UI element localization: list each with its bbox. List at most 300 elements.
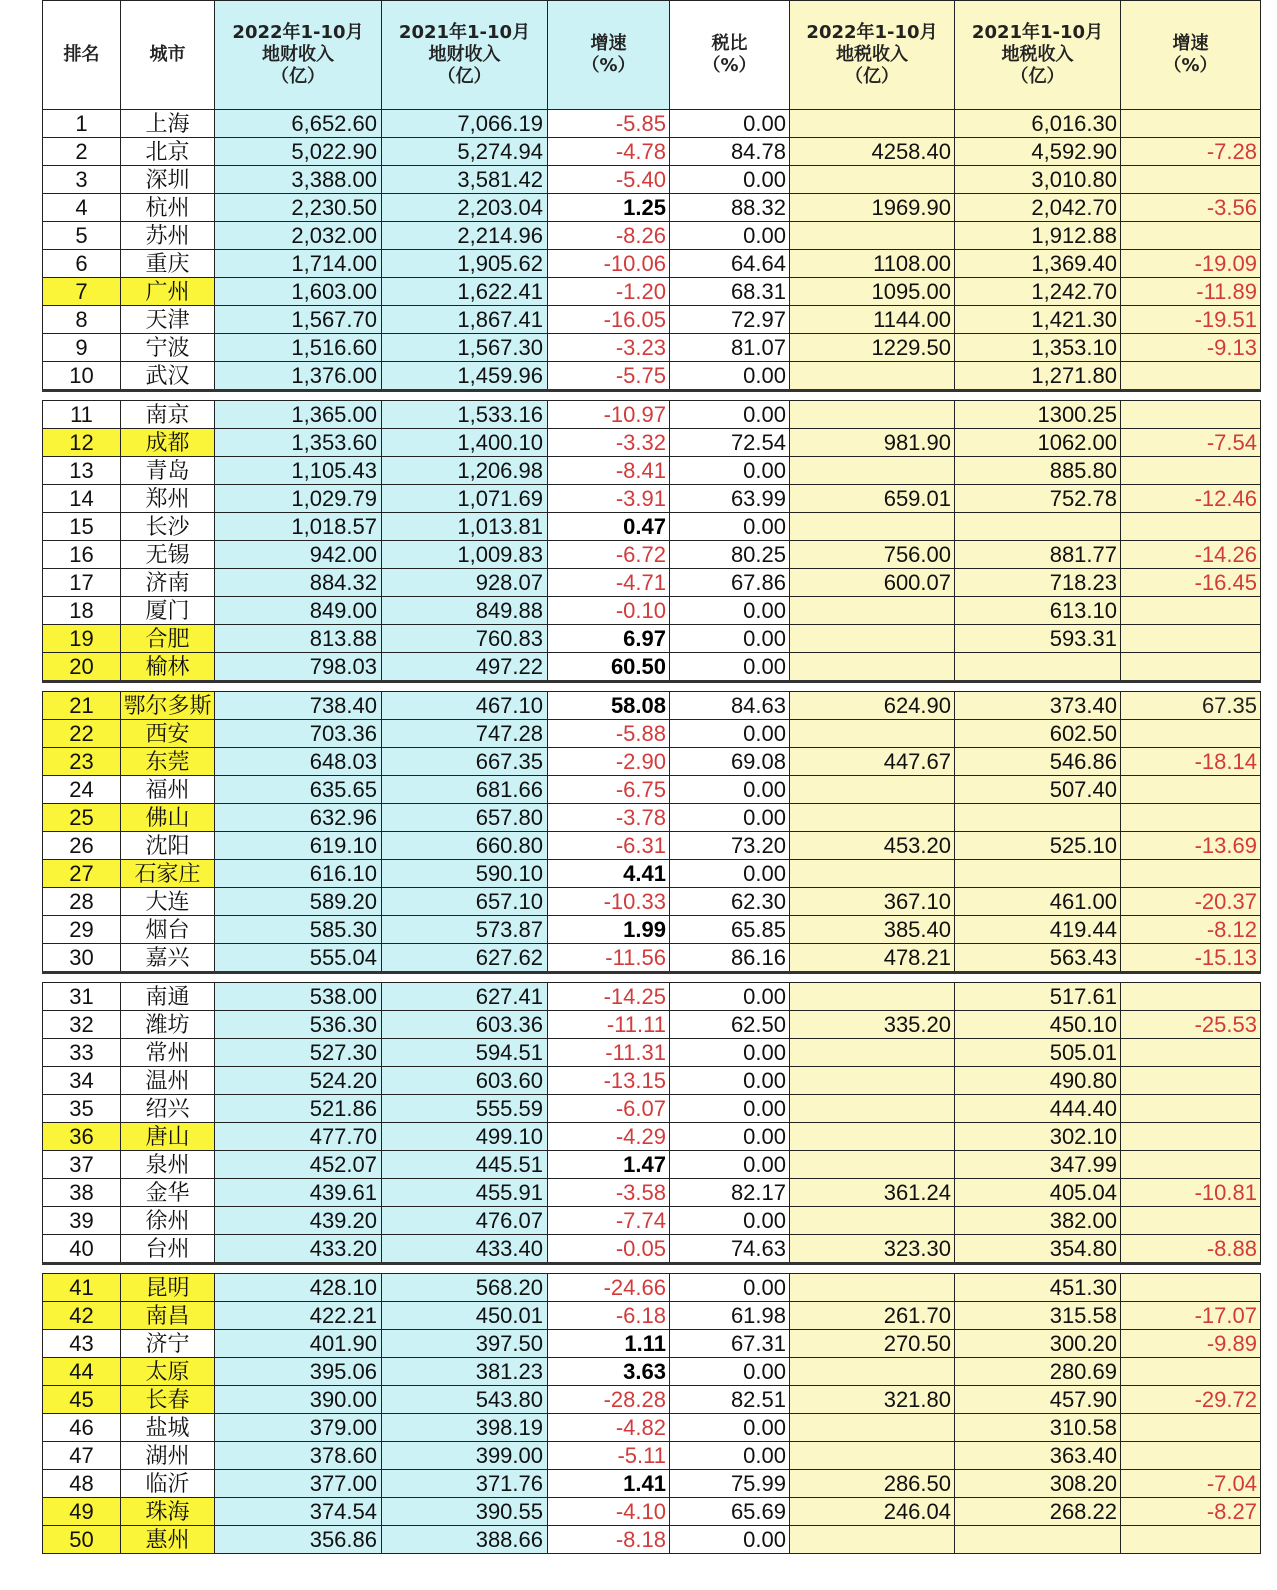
rank-cell: 43: [43, 1330, 121, 1358]
table-row: [43, 1151, 1261, 1179]
fin2021-cell: 627.41: [382, 983, 548, 1011]
tax2022-cell: [790, 1095, 955, 1123]
ratio-cell: 81.07: [670, 334, 790, 362]
tax2021-cell: 457.90: [955, 1386, 1121, 1414]
tax2021-cell: 6,016.30: [955, 110, 1121, 138]
table-row: [43, 429, 1261, 457]
tax2022-cell: [790, 653, 955, 682]
tax2021-cell: 505.01: [955, 1039, 1121, 1067]
ratio-cell: 84.78: [670, 138, 790, 166]
table-row: [43, 222, 1261, 250]
tax2022-cell: 1969.90: [790, 194, 955, 222]
tax-growth-cell: [1121, 1274, 1261, 1302]
growth-cell: -6.72: [548, 541, 670, 569]
tax2021-cell: 1300.25: [955, 401, 1121, 429]
tax2021-cell: 300.20: [955, 1330, 1121, 1358]
header-growth: [548, 1, 670, 110]
ratio-cell: 0.00: [670, 166, 790, 194]
growth-cell: 1.11: [548, 1330, 670, 1358]
rank-cell: 4: [43, 194, 121, 222]
tax2022-cell: 478.21: [790, 944, 955, 973]
fin2021-cell: 660.80: [382, 832, 548, 860]
rank-cell: 50: [43, 1526, 121, 1554]
tax-growth-cell: [1121, 720, 1261, 748]
city-cell: 厦门: [121, 597, 215, 625]
table-row: [43, 625, 1261, 653]
table-row: [43, 541, 1261, 569]
table-row: [43, 653, 1261, 682]
city-cell: 郑州: [121, 485, 215, 513]
table-row: [43, 457, 1261, 485]
tax2021-cell: [955, 653, 1121, 682]
tax2021-cell: 461.00: [955, 888, 1121, 916]
group-separator: [43, 391, 1261, 401]
ratio-cell: 0.00: [670, 513, 790, 541]
growth-cell: -24.66: [548, 1274, 670, 1302]
table-row: [43, 888, 1261, 916]
ratio-cell: 72.97: [670, 306, 790, 334]
ratio-cell: 74.63: [670, 1235, 790, 1264]
fin2021-cell: 397.50: [382, 1330, 548, 1358]
growth-cell: -11.11: [548, 1011, 670, 1039]
tax-growth-cell: -8.27: [1121, 1498, 1261, 1526]
rank-cell: 37: [43, 1151, 121, 1179]
tax2022-cell: [790, 513, 955, 541]
ratio-cell: 0.00: [670, 1039, 790, 1067]
growth-cell: -5.88: [548, 720, 670, 748]
ratio-cell: 0.00: [670, 860, 790, 888]
rank-cell: 25: [43, 804, 121, 832]
tax2022-cell: 335.20: [790, 1011, 955, 1039]
tax2021-cell: 490.80: [955, 1067, 1121, 1095]
tax2021-cell: 546.86: [955, 748, 1121, 776]
city-revenue-table: [42, 0, 1260, 1554]
fin2022-cell: 813.88: [215, 625, 382, 653]
ratio-cell: 0.00: [670, 1151, 790, 1179]
city-cell: 长春: [121, 1386, 215, 1414]
tax2021-cell: 718.23: [955, 569, 1121, 597]
table-row: [43, 944, 1261, 973]
tax2021-cell: [955, 804, 1121, 832]
city-cell: 南通: [121, 983, 215, 1011]
tax2022-cell: [790, 1526, 955, 1554]
tax2021-cell: 885.80: [955, 457, 1121, 485]
rank-cell: 26: [43, 832, 121, 860]
rank-cell: 47: [43, 1442, 121, 1470]
rank-cell: 21: [43, 692, 121, 720]
tax2021-cell: 752.78: [955, 485, 1121, 513]
fin2021-cell: 657.80: [382, 804, 548, 832]
city-cell: 烟台: [121, 916, 215, 944]
tax2022-cell: [790, 776, 955, 804]
fin2022-cell: 536.30: [215, 1011, 382, 1039]
tax2021-cell: 308.20: [955, 1470, 1121, 1498]
city-cell: 深圳: [121, 166, 215, 194]
ratio-cell: 0.00: [670, 362, 790, 391]
rank-cell: 41: [43, 1274, 121, 1302]
table-row: [43, 860, 1261, 888]
fin2021-cell: 928.07: [382, 569, 548, 597]
tax-growth-cell: [1121, 625, 1261, 653]
growth-cell: -4.78: [548, 138, 670, 166]
growth-cell: -4.10: [548, 1498, 670, 1526]
fin2022-cell: 538.00: [215, 983, 382, 1011]
tax-growth-cell: [1121, 513, 1261, 541]
fin2021-cell: 399.00: [382, 1442, 548, 1470]
rank-cell: 6: [43, 250, 121, 278]
growth-cell: 0.47: [548, 513, 670, 541]
ratio-cell: 82.17: [670, 1179, 790, 1207]
growth-cell: -2.90: [548, 748, 670, 776]
growth-cell: 1.25: [548, 194, 670, 222]
rank-cell: 20: [43, 653, 121, 682]
growth-cell: -8.26: [548, 222, 670, 250]
tax2021-cell: 373.40: [955, 692, 1121, 720]
city-cell: 常州: [121, 1039, 215, 1067]
tax2022-cell: 286.50: [790, 1470, 955, 1498]
table-row: [43, 1274, 1261, 1302]
fin2021-cell: 1,905.62: [382, 250, 548, 278]
city-cell: 昆明: [121, 1274, 215, 1302]
ratio-cell: 0.00: [670, 776, 790, 804]
growth-cell: -11.56: [548, 944, 670, 973]
ratio-cell: 0.00: [670, 1358, 790, 1386]
tax-growth-cell: -12.46: [1121, 485, 1261, 513]
fin2022-cell: 374.54: [215, 1498, 382, 1526]
growth-cell: -10.33: [548, 888, 670, 916]
fin2021-cell: 2,214.96: [382, 222, 548, 250]
rank-cell: 1: [43, 110, 121, 138]
tax-growth-cell: -8.12: [1121, 916, 1261, 944]
fin2021-cell: 381.23: [382, 1358, 548, 1386]
tax-growth-cell: -19.51: [1121, 306, 1261, 334]
fin2021-cell: 1,622.41: [382, 278, 548, 306]
separator-cell: [43, 1264, 1261, 1274]
tax-growth-cell: 67.35: [1121, 692, 1261, 720]
table-row: [43, 1095, 1261, 1123]
fin2022-cell: 619.10: [215, 832, 382, 860]
header-fin2021-line3: （亿）: [437, 66, 492, 87]
tax-growth-cell: [1121, 653, 1261, 682]
tax-growth-cell: [1121, 1358, 1261, 1386]
rank-cell: 34: [43, 1067, 121, 1095]
city-cell: 长沙: [121, 513, 215, 541]
city-cell: 唐山: [121, 1123, 215, 1151]
city-cell: 石家庄: [121, 860, 215, 888]
fin2022-cell: 555.04: [215, 944, 382, 973]
city-cell: 西安: [121, 720, 215, 748]
tax2022-cell: [790, 1358, 955, 1386]
tax2022-cell: [790, 362, 955, 391]
ratio-cell: 88.32: [670, 194, 790, 222]
tax-growth-cell: [1121, 1123, 1261, 1151]
tax2021-cell: 280.69: [955, 1358, 1121, 1386]
city-cell: 嘉兴: [121, 944, 215, 973]
fin2021-cell: 555.59: [382, 1095, 548, 1123]
tax2022-cell: [790, 1207, 955, 1235]
table-row: [43, 916, 1261, 944]
table-row: [43, 1358, 1261, 1386]
city-cell: 珠海: [121, 1498, 215, 1526]
fin2022-cell: 632.96: [215, 804, 382, 832]
tax-growth-cell: -19.09: [1121, 250, 1261, 278]
tax2022-cell: [790, 401, 955, 429]
table-row: [43, 1179, 1261, 1207]
fin2021-cell: 590.10: [382, 860, 548, 888]
tax2021-cell: 1,271.80: [955, 362, 1121, 391]
city-cell: 广州: [121, 278, 215, 306]
fin2022-cell: 477.70: [215, 1123, 382, 1151]
table-row: [43, 1011, 1261, 1039]
header-tax-growth: [1121, 1, 1261, 110]
tax-growth-cell: [1121, 362, 1261, 391]
tax-growth-cell: -7.28: [1121, 138, 1261, 166]
fin2021-cell: 7,066.19: [382, 110, 548, 138]
tax2021-cell: 382.00: [955, 1207, 1121, 1235]
ratio-cell: 65.69: [670, 1498, 790, 1526]
group-separator: [43, 682, 1261, 692]
growth-cell: -14.25: [548, 983, 670, 1011]
fin2022-cell: 395.06: [215, 1358, 382, 1386]
rank-cell: 32: [43, 1011, 121, 1039]
fin2021-cell: 390.55: [382, 1498, 548, 1526]
tax2022-cell: [790, 457, 955, 485]
table-row: [43, 1123, 1261, 1151]
tax2022-cell: [790, 222, 955, 250]
fin2022-cell: 1,376.00: [215, 362, 382, 391]
tax2021-cell: 444.40: [955, 1095, 1121, 1123]
rank-cell: 13: [43, 457, 121, 485]
tax2021-cell: 881.77: [955, 541, 1121, 569]
ratio-cell: 68.31: [670, 278, 790, 306]
tax-growth-cell: -14.26: [1121, 541, 1261, 569]
table-row: [43, 1067, 1261, 1095]
tax2021-cell: 354.80: [955, 1235, 1121, 1264]
growth-cell: -0.10: [548, 597, 670, 625]
fin2022-cell: 1,567.70: [215, 306, 382, 334]
city-cell: 台州: [121, 1235, 215, 1264]
fin2021-cell: 849.88: [382, 597, 548, 625]
fin2021-cell: 760.83: [382, 625, 548, 653]
rank-cell: 23: [43, 748, 121, 776]
tax2022-cell: 361.24: [790, 1179, 955, 1207]
ratio-cell: 75.99: [670, 1470, 790, 1498]
tax2021-cell: 4,592.90: [955, 138, 1121, 166]
tax2021-cell: [955, 513, 1121, 541]
header-rank: 排名: [43, 1, 121, 110]
header-tax2021-line1: 2021年1-10月: [971, 22, 1104, 43]
fin2021-cell: 603.36: [382, 1011, 548, 1039]
fin2022-cell: 648.03: [215, 748, 382, 776]
fin2022-cell: 1,516.60: [215, 334, 382, 362]
tax-growth-cell: [1121, 804, 1261, 832]
tax2022-cell: 261.70: [790, 1302, 955, 1330]
tax2021-cell: 419.44: [955, 916, 1121, 944]
growth-cell: -13.15: [548, 1067, 670, 1095]
growth-cell: -4.82: [548, 1414, 670, 1442]
ratio-cell: 0.00: [670, 1274, 790, 1302]
city-cell: 南昌: [121, 1302, 215, 1330]
table-row: [43, 1235, 1261, 1264]
fin2022-cell: 3,388.00: [215, 166, 382, 194]
city-cell: 泉州: [121, 1151, 215, 1179]
tax2022-cell: [790, 625, 955, 653]
ratio-cell: 0.00: [670, 1414, 790, 1442]
table-row: [43, 597, 1261, 625]
header-tax2021-line2: 地税收入: [1001, 44, 1074, 65]
table-row: [43, 513, 1261, 541]
growth-cell: -10.06: [548, 250, 670, 278]
header-growth-line1: 增速: [590, 33, 627, 54]
tax2022-cell: [790, 983, 955, 1011]
header-ratio-line2: （%）: [702, 55, 757, 76]
tax2021-cell: 3,010.80: [955, 166, 1121, 194]
ratio-cell: 80.25: [670, 541, 790, 569]
tax2022-cell: 1108.00: [790, 250, 955, 278]
growth-cell: -16.05: [548, 306, 670, 334]
fin2022-cell: 616.10: [215, 860, 382, 888]
fin2021-cell: 388.66: [382, 1526, 548, 1554]
ratio-cell: 82.51: [670, 1386, 790, 1414]
tax-growth-cell: [1121, 1207, 1261, 1235]
fin2022-cell: 1,018.57: [215, 513, 382, 541]
city-cell: 武汉: [121, 362, 215, 391]
fin2021-cell: 445.51: [382, 1151, 548, 1179]
growth-cell: 1.41: [548, 1470, 670, 1498]
ratio-cell: 0.00: [670, 1067, 790, 1095]
fin2022-cell: 433.20: [215, 1235, 382, 1264]
city-cell: 东莞: [121, 748, 215, 776]
growth-cell: -5.85: [548, 110, 670, 138]
fin2021-cell: 371.76: [382, 1470, 548, 1498]
tax2022-cell: 600.07: [790, 569, 955, 597]
table-row: [43, 692, 1261, 720]
growth-cell: -3.78: [548, 804, 670, 832]
city-cell: 临沂: [121, 1470, 215, 1498]
tax2021-cell: 1,912.88: [955, 222, 1121, 250]
tax-growth-cell: [1121, 166, 1261, 194]
tax2021-cell: 525.10: [955, 832, 1121, 860]
city-cell: 大连: [121, 888, 215, 916]
table-row: [43, 401, 1261, 429]
tax-growth-cell: -8.88: [1121, 1235, 1261, 1264]
growth-cell: -7.74: [548, 1207, 670, 1235]
header-tax2022: [790, 1, 955, 110]
fin2022-cell: 527.30: [215, 1039, 382, 1067]
city-cell: 无锡: [121, 541, 215, 569]
tax2021-cell: 1,421.30: [955, 306, 1121, 334]
table-row: [43, 748, 1261, 776]
table-row: [43, 110, 1261, 138]
fin2022-cell: 6,652.60: [215, 110, 382, 138]
growth-cell: -3.58: [548, 1179, 670, 1207]
fin2022-cell: 884.32: [215, 569, 382, 597]
ratio-cell: 72.54: [670, 429, 790, 457]
tax-growth-cell: -25.53: [1121, 1011, 1261, 1039]
ratio-cell: 0.00: [670, 1207, 790, 1235]
city-cell: 太原: [121, 1358, 215, 1386]
city-cell: 福州: [121, 776, 215, 804]
fin2022-cell: 635.65: [215, 776, 382, 804]
fin2021-cell: 573.87: [382, 916, 548, 944]
city-cell: 榆林: [121, 653, 215, 682]
fin2022-cell: 942.00: [215, 541, 382, 569]
tax2022-cell: [790, 1123, 955, 1151]
tax2022-cell: 1144.00: [790, 306, 955, 334]
fin2022-cell: 439.61: [215, 1179, 382, 1207]
fin2021-cell: 1,867.41: [382, 306, 548, 334]
fin2022-cell: 738.40: [215, 692, 382, 720]
city-cell: 上海: [121, 110, 215, 138]
header-city: 城市: [121, 1, 215, 110]
group-separator: [43, 973, 1261, 983]
tax-growth-cell: [1121, 1095, 1261, 1123]
city-cell: 鄂尔多斯: [121, 692, 215, 720]
fin2022-cell: 378.60: [215, 1442, 382, 1470]
tax2021-cell: 517.61: [955, 983, 1121, 1011]
table-row: [43, 1302, 1261, 1330]
header-fin2022-line3: （亿）: [271, 66, 325, 87]
tax-growth-cell: -7.54: [1121, 429, 1261, 457]
table-row: [43, 1414, 1261, 1442]
city-cell: 潍坊: [121, 1011, 215, 1039]
tax2022-cell: 1229.50: [790, 334, 955, 362]
ratio-cell: 0.00: [670, 597, 790, 625]
ratio-cell: 69.08: [670, 748, 790, 776]
tax2021-cell: 1062.00: [955, 429, 1121, 457]
fin2021-cell: 568.20: [382, 1274, 548, 1302]
rank-cell: 36: [43, 1123, 121, 1151]
city-cell: 济南: [121, 569, 215, 597]
growth-cell: -6.07: [548, 1095, 670, 1123]
header-fin2021: [382, 1, 548, 110]
city-cell: 绍兴: [121, 1095, 215, 1123]
tax2021-cell: 450.10: [955, 1011, 1121, 1039]
rank-cell: 9: [43, 334, 121, 362]
tax-growth-cell: [1121, 1039, 1261, 1067]
rank-cell: 28: [43, 888, 121, 916]
growth-cell: -5.40: [548, 166, 670, 194]
growth-cell: 58.08: [548, 692, 670, 720]
table-row: [43, 804, 1261, 832]
tax2022-cell: 385.40: [790, 916, 955, 944]
ratio-cell: 86.16: [670, 944, 790, 973]
growth-cell: -3.91: [548, 485, 670, 513]
tax-growth-cell: [1121, 1067, 1261, 1095]
tax2021-cell: 1,353.10: [955, 334, 1121, 362]
tax-growth-cell: -9.13: [1121, 334, 1261, 362]
city-cell: 成都: [121, 429, 215, 457]
city-cell: 徐州: [121, 1207, 215, 1235]
rank-cell: 11: [43, 401, 121, 429]
rank-cell: 29: [43, 916, 121, 944]
rank-cell: 48: [43, 1470, 121, 1498]
fin2021-cell: 2,203.04: [382, 194, 548, 222]
fin2022-cell: 1,714.00: [215, 250, 382, 278]
tax-growth-cell: -18.14: [1121, 748, 1261, 776]
ratio-cell: 73.20: [670, 832, 790, 860]
ratio-cell: 62.30: [670, 888, 790, 916]
tax-growth-cell: [1121, 1414, 1261, 1442]
fin2021-cell: 1,071.69: [382, 485, 548, 513]
growth-cell: -1.20: [548, 278, 670, 306]
ratio-cell: 0.00: [670, 804, 790, 832]
tax-growth-cell: [1121, 1526, 1261, 1554]
tax2022-cell: [790, 1067, 955, 1095]
fin2021-cell: 467.10: [382, 692, 548, 720]
table-row: [43, 278, 1261, 306]
header-tax-growth-line1: 增速: [1172, 33, 1209, 54]
